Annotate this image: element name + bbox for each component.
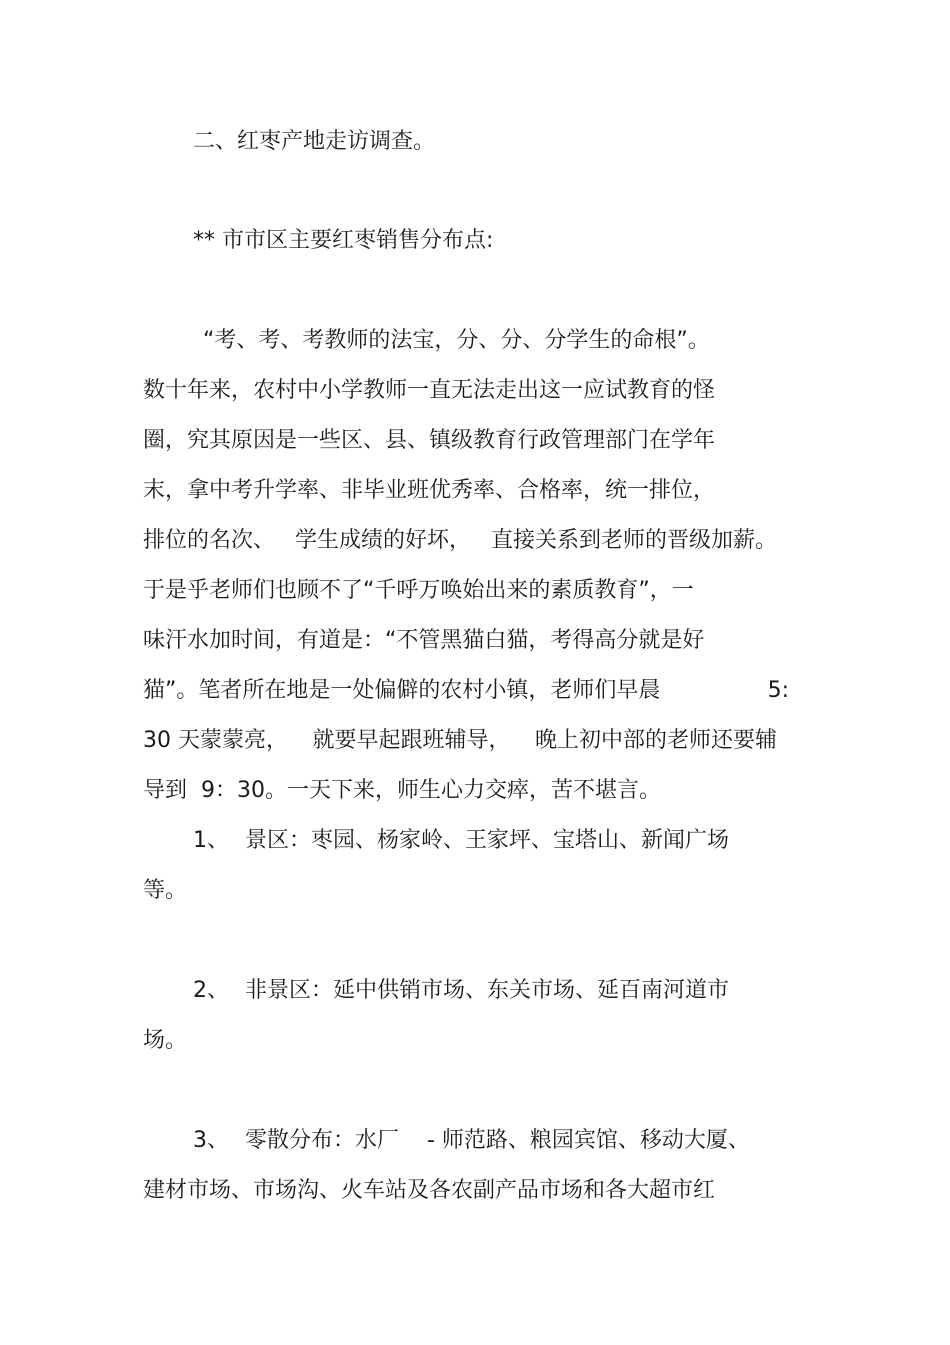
paragraph-line: 圈，究其原因是一些区、县、镇级教育行政管理部门在学年	[143, 428, 716, 453]
list-item-text: 景区：枣园、杨家岭、王家坪、宝塔山、新闻广场	[245, 828, 730, 853]
list-item-continuation: 等。	[143, 878, 188, 903]
section-subheading: ** 市市区主要红枣销售分布点:	[193, 228, 494, 253]
line-segment: 晚上初中部的老师还要辅	[534, 728, 777, 753]
line-segment: 排位的名次、	[143, 528, 276, 553]
paragraph-line: 导到 9：30。一天下来，师生心力交瘁，苦不堪言。	[143, 778, 661, 803]
list-item-text: 零散分布：水厂 - 师范路、粮园宾馆、移动大厦、	[245, 1128, 750, 1153]
line-segment: 猫”。笔者所在地是一处偏僻的农村小镇，老师们早晨	[143, 678, 661, 703]
paragraph-line	[143, 526, 777, 556]
list-item-number: 1、	[193, 828, 229, 853]
line-segment: 就要早起跟班辅导，	[312, 728, 511, 753]
list-item-number: 2、	[193, 978, 229, 1003]
list-item-text: 非景区：延中供销市场、东关市场、延百南河道市	[245, 978, 730, 1003]
section-heading: 二、红枣产地走访调查。	[193, 129, 436, 154]
paragraph-line: “考、考、考教师的法宝，分、分、分学生的命根”。	[203, 328, 710, 353]
paragraph-line: 数十年来，农村中小学教师一直无法走出这一应试教育的怪	[143, 378, 716, 403]
paragraph-line: 味汗水加时间，有道是：“不管黑猫白猫，考得高分就是好	[143, 628, 705, 653]
paragraph-line	[143, 676, 789, 706]
line-segment: 30 天蒙蒙亮，	[143, 728, 288, 753]
line-segment: 直接关系到老师的晋级加薪。	[490, 528, 777, 553]
line-segment: 5:	[767, 678, 789, 703]
list-item-continuation: 场。	[143, 1028, 188, 1053]
paragraph-line: 于是乎老师们也顾不了“千呼万唤始出来的素质教育”，一	[143, 578, 694, 603]
list-item-number: 3、	[193, 1128, 229, 1153]
paragraph-line: 末，拿中考升学率、非毕业班优秀率、合格率，统一排位，	[143, 478, 716, 503]
list-item-continuation: 建材市场、市场沟、火车站及各农副产品市场和各大超市红	[143, 1178, 716, 1203]
paragraph-line	[143, 726, 777, 756]
line-segment: 学生成绩的好坏，	[294, 528, 471, 553]
